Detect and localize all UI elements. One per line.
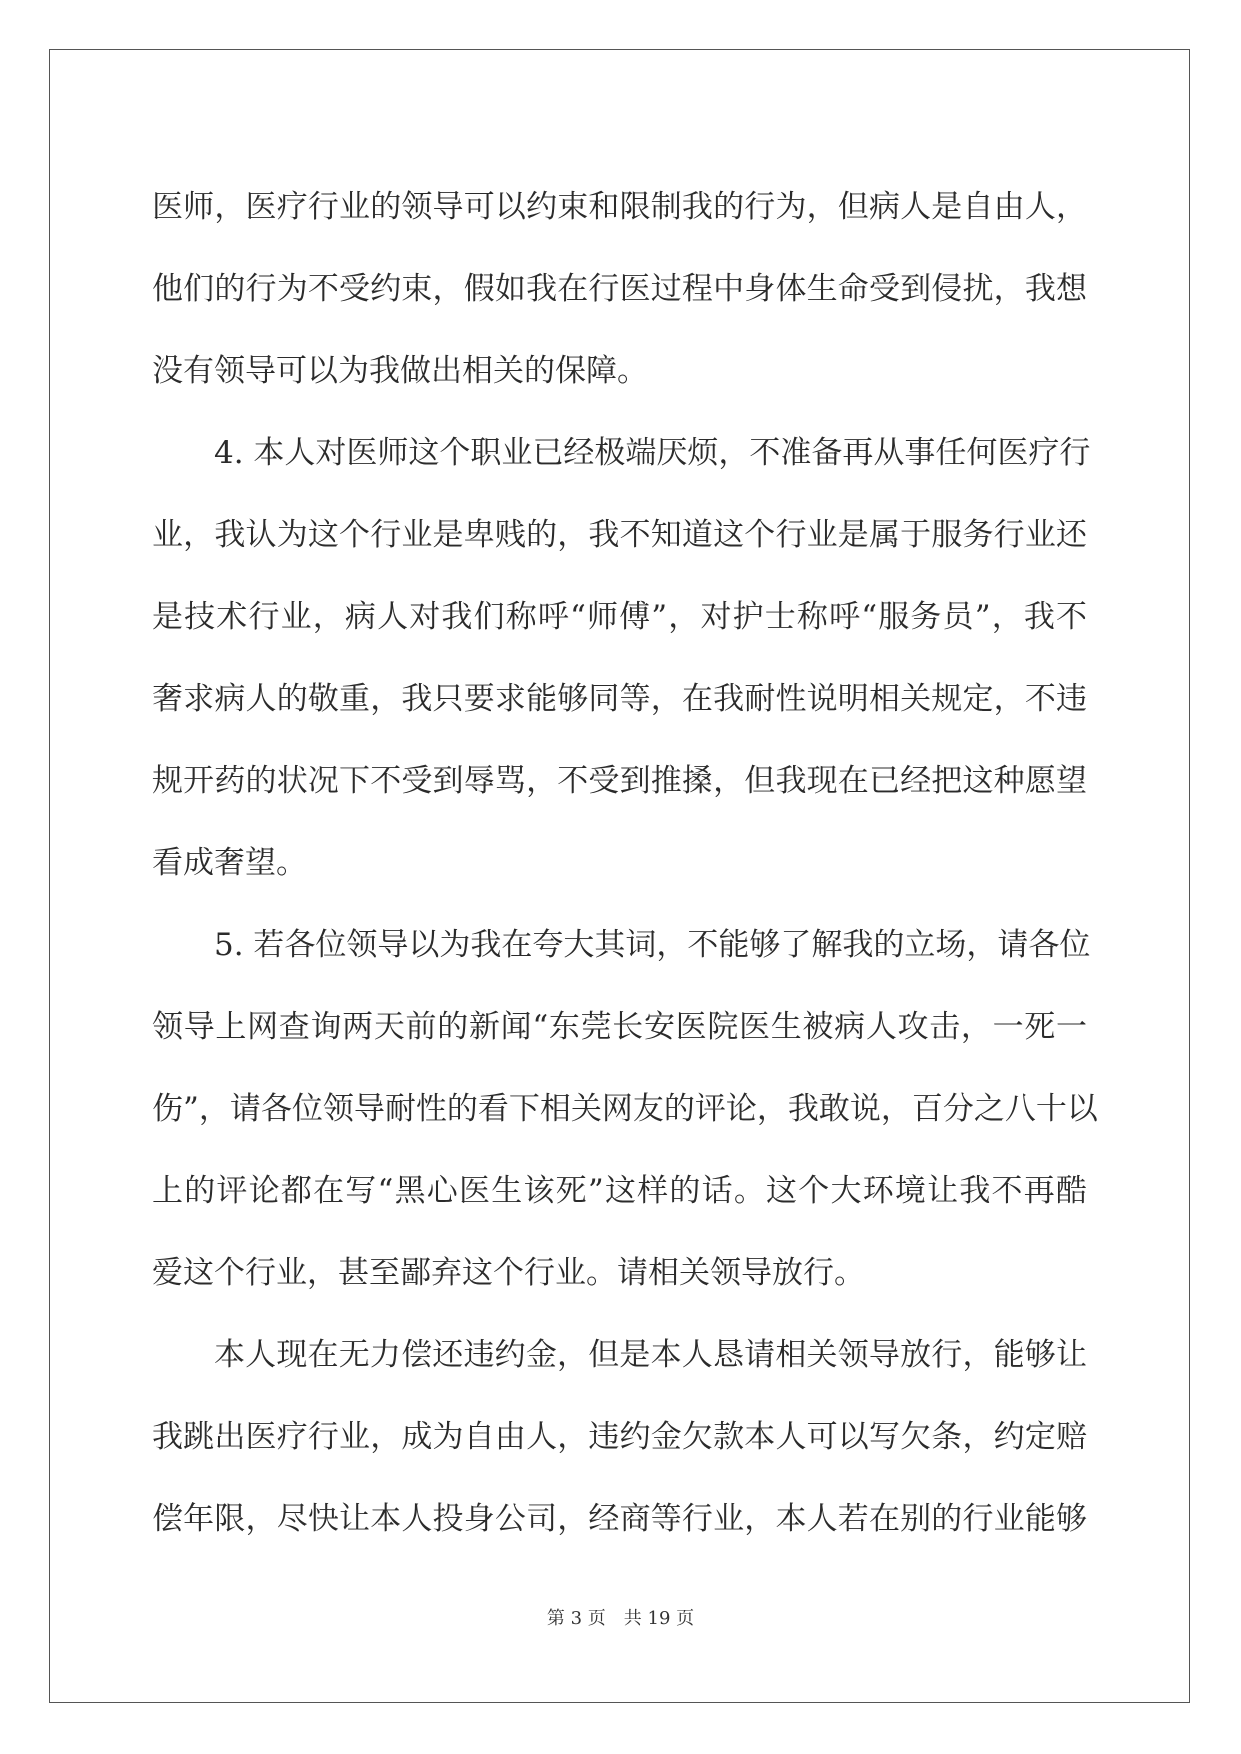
text-line: 领导上网查询两天前的新闻“东莞长安医院医生被病人攻击，一死一 [152, 1009, 1087, 1045]
text-line: 没有领导可以为我做出相关的保障。 [152, 353, 648, 389]
text-line: 是技术行业，病人对我们称呼“师傅”，对护士称呼“服务员”，我不 [152, 599, 1087, 635]
text-line: 规开药的状况下不受到辱骂，不受到推搡，但我现在已经把这种愿望 [152, 763, 1087, 799]
text-line: 4. 本人对医师这个职业已经极端厌烦，不准备再从事任何医疗行 [214, 435, 1091, 471]
text-line: 看成奢望。 [152, 845, 307, 881]
text-line: 他们的行为不受约束，假如我在行医过程中身体生命受到侵扰，我想 [152, 271, 1087, 307]
paragraph-2 [152, 412, 1091, 904]
text-line: 爱这个行业，甚至鄙弃这个行业。请相关领导放行。 [152, 1255, 865, 1291]
text-line: 上的评论都在写“黑心医生该死”这样的话。这个大环境让我不再酷 [152, 1173, 1087, 1209]
text-line: 业，我认为这个行业是卑贱的，我不知道这个行业是属于服务行业还 [152, 517, 1087, 553]
paragraph-4 [152, 1314, 1087, 1560]
page-footer [0, 1604, 1241, 1630]
text-line: 5. 若各位领导以为我在夸大其词，不能够了解我的立场，请各位 [214, 927, 1091, 963]
text-line: 奢求病人的敬重，我只要求能够同等，在我耐性说明相关规定，不违 [152, 681, 1087, 717]
page-total: 共 19 页 [623, 1608, 695, 1629]
text-line: 伤”，请各位领导耐性的看下相关网友的评论，我敢说，百分之八十以 [152, 1091, 1098, 1127]
text-line: 我跳出医疗行业，成为自由人，违约金欠款本人可以写欠条，约定赔 [152, 1419, 1087, 1455]
text-line: 医师，医疗行业的领导可以约束和限制我的行为，但病人是自由人， [152, 189, 1087, 225]
paragraph-1 [152, 166, 1087, 412]
text-line: 本人现在无力偿还违约金，但是本人恳请相关领导放行，能够让 [214, 1337, 1087, 1373]
paragraph-3 [152, 904, 1098, 1314]
text-line: 偿年限，尽快让本人投身公司，经商等行业，本人若在别的行业能够 [152, 1501, 1087, 1537]
document-body [152, 166, 1098, 1560]
page-number: 第 3 页 [546, 1608, 606, 1629]
